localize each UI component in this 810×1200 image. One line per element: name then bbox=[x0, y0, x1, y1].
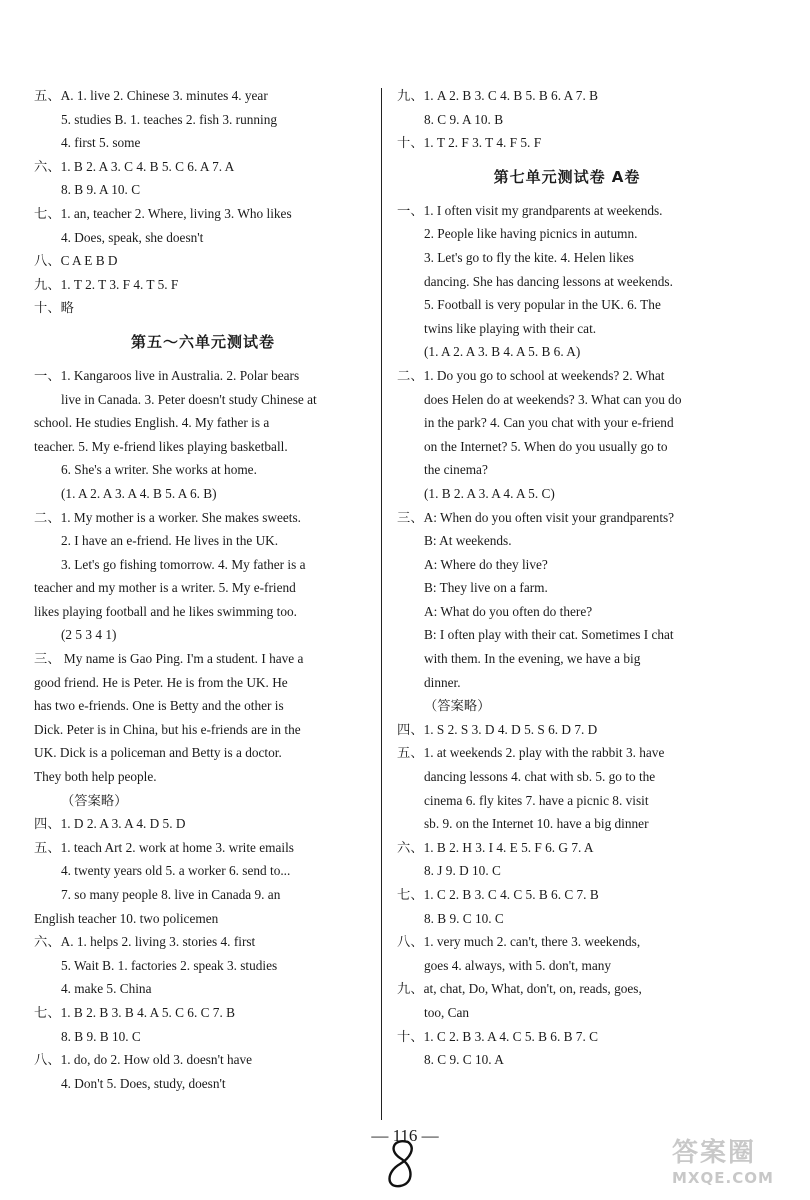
answer-line: 8. J 9. D 10. C bbox=[424, 863, 501, 879]
answer-line: （答案略） bbox=[61, 792, 128, 808]
answer-line: has two e-friends. One is Betty and the other is bbox=[34, 698, 284, 714]
answer-line: teacher and my mother is a writer. 5. My e-friend bbox=[34, 580, 296, 596]
answer-line: 五、A. 1. live 2. Chinese 3. minutes 4. year bbox=[34, 88, 268, 103]
answer-line: 7. so many people 8. live in Canada 9. an bbox=[61, 887, 281, 902]
answer-line: 4. make 5. China bbox=[61, 981, 152, 997]
answer-line: 七、1. B 2. B 3. B 4. A 5. C 6. C 7. B bbox=[34, 1004, 235, 1020]
answer-line: 4. first 5. some bbox=[61, 135, 141, 151]
answer-line: 二、1. Do you go to school at weekends? 2. What bbox=[397, 367, 665, 383]
answer-line: likes playing football and he likes swimming too. bbox=[34, 603, 297, 619]
answer-line: 九、at, chat, Do, What, don't, on, reads, goes, bbox=[397, 981, 642, 997]
answer-line: the cinema? bbox=[424, 462, 488, 478]
watermark-logo-text: 答案圈 bbox=[672, 1138, 757, 1168]
answer-line: dinner. bbox=[424, 674, 461, 690]
answer-line: Dick. Peter is in China, but his e-friends are in the bbox=[34, 721, 301, 737]
answer-line: 6. She's a writer. She works at home. bbox=[61, 462, 257, 478]
answer-line: 九、1. A 2. B 3. C 4. B 5. B 6. A 7. B bbox=[397, 88, 598, 103]
answer-line: 4. Does, speak, she doesn't bbox=[61, 229, 204, 245]
answer-line: 七、1. an, teacher 2. Where, living 3. Who likes bbox=[34, 205, 292, 221]
handwritten-mark bbox=[380, 1136, 424, 1190]
answer-line: (1. A 2. A 3. A 4. B 5. A 6. B) bbox=[61, 485, 217, 501]
answer-line: 一、1. Kangaroos live in Australia. 2. Polar bears bbox=[34, 367, 300, 383]
answer-line: 三、 My name is Gao Ping. I'm a student. I have a bbox=[34, 651, 304, 667]
answer-line: 九、1. T 2. T 3. F 4. T 5. F bbox=[34, 276, 179, 292]
answer-line: goes 4. always, with 5. don't, many bbox=[424, 957, 612, 973]
answer-line: 8. B 9. A 10. C bbox=[61, 182, 141, 198]
answer-line: 3. Let's go fishing tomorrow. 4. My father is a bbox=[61, 556, 306, 572]
answer-line: 八、C A E B D bbox=[34, 253, 118, 269]
answer-line: 8. B 9. C 10. C bbox=[424, 910, 504, 926]
watermark-url: MXQE.COM bbox=[672, 1169, 774, 1187]
answer-line: 八、1. do, do 2. How old 3. doesn't have bbox=[34, 1052, 253, 1068]
answer-line: too, Can bbox=[424, 1004, 470, 1020]
answer-line: (1. B 2. A 3. A 4. A 5. C) bbox=[424, 485, 555, 501]
answer-line: on the Internet? 5. When do you usually go to bbox=[424, 438, 668, 454]
answer-line: 5. studies B. 1. teaches 2. fish 3. running bbox=[61, 111, 278, 127]
answer-line: B: They live on a farm. bbox=[424, 580, 548, 596]
answer-line: 五、1. at weekends 2. play with the rabbit 3. have bbox=[397, 745, 665, 761]
answer-line: 三、A: When do you often visit your grandparents? bbox=[397, 509, 675, 525]
answer-line: A: Where do they live? bbox=[424, 556, 548, 572]
answer-line: 2. I have an e-friend. He lives in the UK. bbox=[61, 533, 279, 549]
answer-line: in the park? 4. Can you chat with your e-friend bbox=[424, 415, 674, 431]
answer-line: 十、1. C 2. B 3. A 4. C 5. B 6. B 7. C bbox=[397, 1028, 598, 1044]
answer-line: 六、1. B 2. H 3. I 4. E 5. F 6. G 7. A bbox=[397, 839, 594, 855]
answer-line: 4. Don't 5. Does, study, doesn't bbox=[61, 1075, 226, 1091]
answer-line: school. He studies English. 4. My father is a bbox=[34, 415, 270, 431]
answer-line: （答案略） bbox=[424, 698, 491, 714]
answer-line: twins like playing with their cat. bbox=[424, 320, 597, 336]
answer-line: 2. People like having picnics in autumn. bbox=[424, 226, 638, 242]
answer-line: UK. Dick is a policeman and Betty is a doctor. bbox=[34, 745, 282, 761]
answer-line: cinema 6. fly kites 7. have a picnic 8. visit bbox=[424, 792, 649, 808]
answer-line: does Helen do at weekends? 3. What can you do bbox=[424, 391, 682, 407]
answer-line: (1. A 2. A 3. B 4. A 5. B 6. A) bbox=[424, 344, 581, 360]
answer-line: A: What do you often do there? bbox=[424, 603, 593, 619]
answer-line: sb. 9. on the Internet 10. have a big dinner bbox=[424, 816, 649, 832]
answer-line: with them. In the evening, we have a big bbox=[424, 651, 641, 667]
answer-line: 十、略 bbox=[34, 300, 74, 316]
answer-line: B: I often play with their cat. Sometimes I chat bbox=[424, 627, 674, 643]
answer-line: 一、1. I often visit my grandparents at weekends. bbox=[397, 202, 663, 218]
left-column bbox=[34, 84, 372, 1095]
answer-line: 4. twenty years old 5. a worker 6. send to... bbox=[61, 863, 291, 879]
answer-line: English teacher 10. two policemen bbox=[34, 910, 219, 926]
answer-line: 8. C 9. C 10. A bbox=[424, 1052, 504, 1068]
right-column bbox=[397, 84, 737, 1072]
answer-line: teacher. 5. My e-friend likes playing basketball. bbox=[34, 438, 288, 454]
column-divider bbox=[381, 88, 382, 1120]
answer-line: B: At weekends. bbox=[424, 533, 512, 549]
answer-line: live in Canada. 3. Peter doesn't study Chinese at bbox=[61, 391, 317, 407]
section-heading: 第七单元测试卷 A卷 bbox=[493, 167, 641, 186]
answer-line: 5. Wait B. 1. factories 2. speak 3. studies bbox=[61, 957, 278, 973]
answer-line: 二、1. My mother is a worker. She makes sweets. bbox=[34, 509, 302, 525]
answer-line: They both help people. bbox=[34, 769, 157, 785]
answer-line: 四、1. S 2. S 3. D 4. D 5. S 6. D 7. D bbox=[397, 721, 598, 737]
section-heading: 第五～六单元测试卷 bbox=[130, 332, 275, 351]
answer-line: 8. C 9. A 10. B bbox=[424, 111, 504, 127]
answer-line: 六、1. B 2. A 3. C 4. B 5. C 6. A 7. A bbox=[34, 158, 235, 174]
answer-line: 十、1. T 2. F 3. T 4. F 5. F bbox=[397, 135, 542, 151]
answer-line: dancing. She has dancing lessons at weekends. bbox=[424, 273, 673, 289]
page-number: — 116 — bbox=[371, 1126, 439, 1145]
answer-line: good friend. He is Peter. He is from the UK. He bbox=[34, 674, 288, 690]
answer-line: 四、1. D 2. A 3. A 4. D 5. D bbox=[34, 816, 186, 832]
answer-line: 8. B 9. B 10. C bbox=[61, 1028, 141, 1044]
answer-line: dancing lessons 4. chat with sb. 5. go to the bbox=[424, 769, 656, 785]
answer-line: 3. Let's go to fly the kite. 4. Helen likes bbox=[424, 249, 634, 265]
answer-line: 5. Football is very popular in the UK. 6. The bbox=[424, 297, 661, 313]
answer-line: 五、1. teach Art 2. work at home 3. write emails bbox=[34, 839, 294, 855]
answer-line: 八、1. very much 2. can't, there 3. weekends, bbox=[397, 934, 641, 950]
answer-line: 六、A. 1. helps 2. living 3. stories 4. first bbox=[34, 934, 256, 950]
answer-line: (2 5 3 4 1) bbox=[61, 627, 117, 643]
watermark-logo bbox=[672, 1132, 802, 1194]
answer-line: 七、1. C 2. B 3. C 4. C 5. B 6. C 7. B bbox=[397, 887, 599, 902]
